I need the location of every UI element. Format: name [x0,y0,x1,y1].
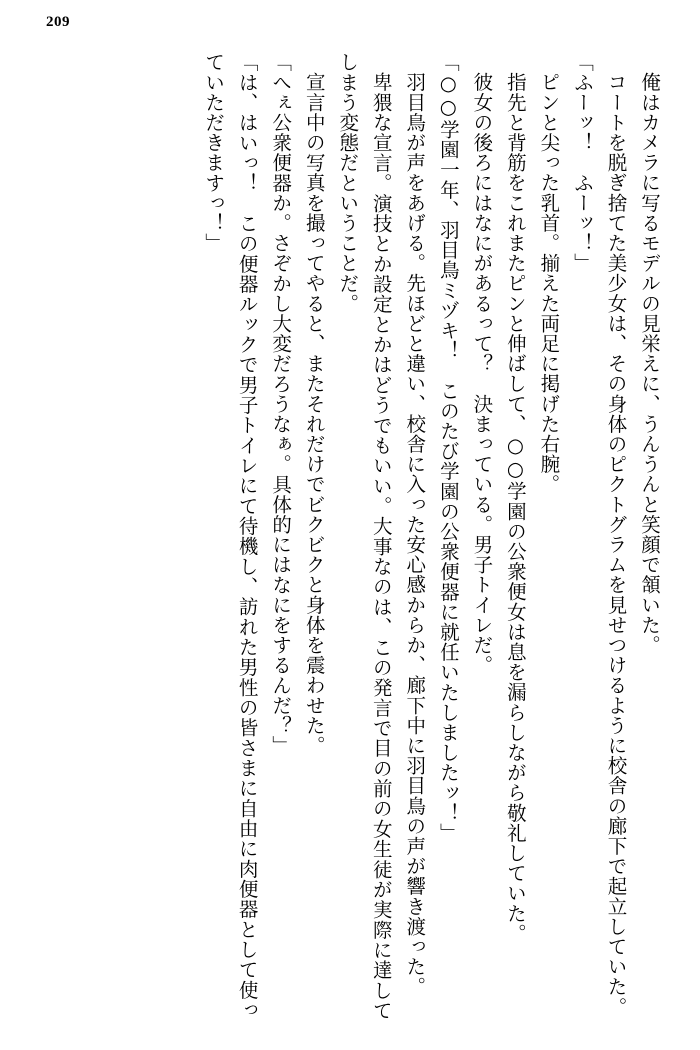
paragraph: 卑猥な宣言。演技とか設定とかはどうでもいい。大事なのは、この発言で目の前の女生徒が実際に達してしまう変態だということだ。 [336,52,393,1020]
paragraph: ピンと尖った乳首。揃えた両足に掲げた右腕。 [537,71,561,494]
paragraph: 俺はカメラに写るモデルの見栄えに、うんうんと笑顔で頷いた。 [638,71,661,655]
paragraph: 彼女の後ろにはなにがあるって？ 決まっている。男子トイレだ。 [470,71,494,675]
paragraph: 羽目鳥が声をあげる。先ほどと違い、校舎に入った安心感からか、廊下中に羽目鳥の声が響き渡った。 [403,71,427,997]
paragraph: 「は、はいっ！ この便器ルックで男子トイレにて待機し、訪れた男性の皆さまに自由に肉便器として使っていただきますっ！」 [202,52,259,1020]
page-number: 209 [46,14,70,30]
paragraph: 「○○学園一年、羽目鳥ミヅキ！ このたび学園の公衆便器に就任いたしましたッ！」 [436,52,460,843]
paragraph: 宣言中の写真を撮ってやると、またそれだけでビクビクと身体を震わせた。 [302,71,326,755]
body-text-column [30,52,666,1020]
paragraph: 「ふーッ！ ふーッ！」 [570,52,594,274]
paragraph: 指先と背筋をこれまたピンと伸ばして、○○学園の公衆便女は息を漏らしながら敬礼していた。 [503,71,527,943]
paragraph: コートを脱ぎ捨てた美少女は、その身体のピクトグラムを見せつけるように校舎の廊下で起立していた。 [604,71,628,1017]
paragraph: 「へぇ公衆便器か。さぞかし大変だろうなぁ。具体的にはなにをするんだ？」 [269,52,293,756]
